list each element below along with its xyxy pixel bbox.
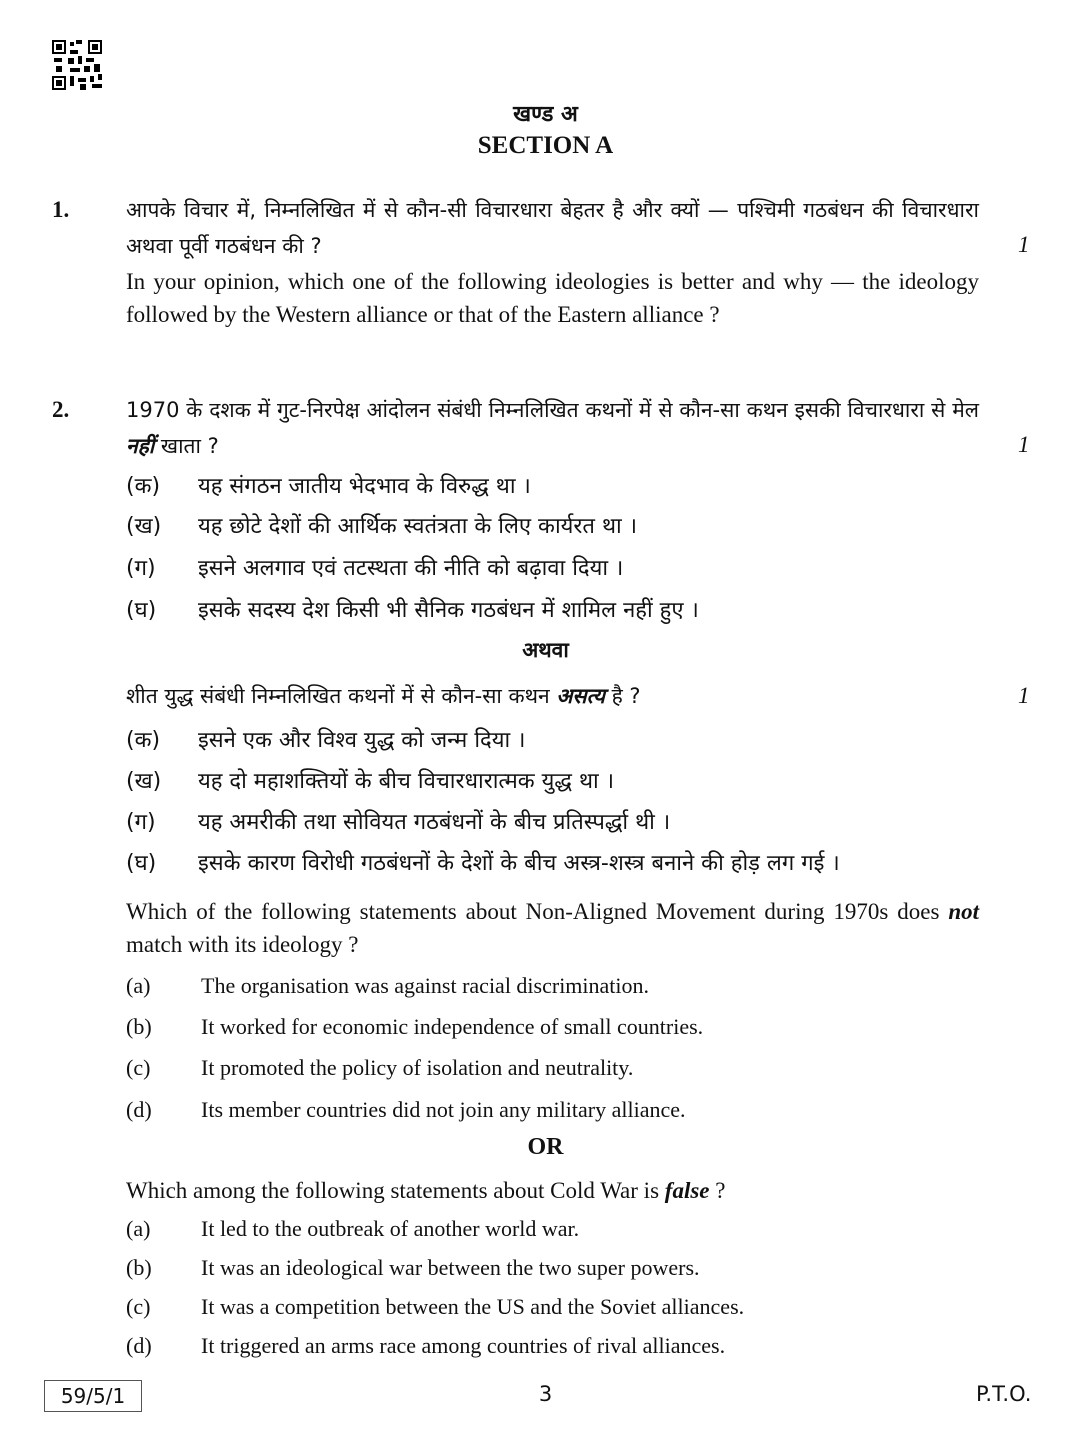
option-item: (ग) इसने अलगाव एवं तटस्थता की नीति को बढ़ावा दिया ।: [126, 556, 624, 581]
question-2-english-stem: Which of the following statements about Non-Aligned Movement during 1970s does not match with its ideology ?: [126, 899, 979, 957]
option-item: (d) Its member countries did not join any military alliance.: [126, 1097, 686, 1122]
option-item: (घ) इसके कारण विरोधी गठबंधनों के देशों के बीच अस्त्र-शस्त्र बनाने की होड़ लग गई ।: [126, 851, 840, 876]
option-item: (a) The organisation was against racial discrimination.: [126, 973, 650, 998]
page-number: 3: [538, 1382, 553, 1406]
question-2-hindi-stem: 1970 के दशक में गुट-निरपेक्ष आंदोलन संबंधी निम्नलिखित कथनों में से कौन-सा कथन इसकी विचारधारा से मेल नहीं खाता ?: [126, 398, 979, 458]
question-1-marks: 1: [1018, 232, 1030, 257]
option-item: (घ) इसके सदस्य देश किसी भी सैनिक गठबंधन में शामिल नहीं हुए ।: [126, 598, 699, 623]
option-item: (ग) यह अमरीकी तथा सोवियत गठबंधनों के बीच प्रतिस्पर्द्धा थी ।: [126, 810, 671, 835]
option-item: (d) It triggered an arms race among countries of rival alliances.: [126, 1333, 726, 1358]
option-item: (क) यह संगठन जातीय भेदभाव के विरुद्ध था ।: [126, 474, 531, 499]
question-2-alt-marks: 1: [1018, 683, 1030, 708]
section-title: SECTION A: [477, 132, 614, 159]
question-1-english: In your opinion, which one of the following ideologies is better and why — the ideology followed by the Western alliance or that of the Eastern alliance ?: [126, 269, 979, 327]
emphasis: not: [948, 899, 979, 924]
emphasis: नहीं: [126, 434, 155, 458]
emphasis: असत्य: [556, 684, 605, 708]
question-number: 2.: [52, 397, 70, 422]
section-title-hindi: खण्ड अ: [513, 102, 578, 127]
option-item: (c) It was a competition between the US and the Soviet alliances.: [126, 1294, 745, 1319]
or-divider-hindi: अथवा: [522, 638, 569, 662]
option-item: (b) It worked for economic independence of small countries.: [126, 1014, 704, 1039]
option-item: (ख) यह दो महाशक्तियों के बीच विचारधारात्मक युद्ध था ।: [126, 769, 615, 794]
option-item: (ख) यह छोटे देशों की आर्थिक स्वतंत्रता के लिए कार्यरत था ।: [126, 514, 638, 539]
question-2-alt-english-stem: Which among the following statements about Cold War is false ?: [126, 1178, 726, 1203]
option-item: (a) It led to the outbreak of another world war.: [126, 1216, 580, 1241]
please-turn-over: P.T.O.: [976, 1382, 1032, 1406]
question-1-hindi: आपके विचार में, निम्नलिखित में से कौन-सी विचारधारा बेहतर है और क्यों — पश्चिमी गठबंधन की विचारधारा अथवा पूर्वी गठबंधन की ?: [126, 198, 979, 258]
option-item: (b) It was an ideological war between the two super powers.: [126, 1255, 700, 1280]
emphasis: false: [664, 1178, 710, 1203]
question-2-marks: 1: [1018, 432, 1030, 457]
question-number: 1.: [52, 197, 70, 222]
or-divider: OR: [527, 1134, 564, 1160]
paper-code: 59/5/1: [44, 1380, 142, 1412]
option-item: (c) It promoted the policy of isolation and neutrality.: [126, 1055, 634, 1080]
question-2-alt-hindi-stem: शीत युद्ध संबंधी निम्नलिखित कथनों में से कौन-सा कथन असत्य है ?: [126, 684, 641, 708]
option-item: (क) इसने एक और विश्व युद्ध को जन्म दिया ।: [126, 728, 526, 753]
qr-code-icon: [52, 40, 102, 90]
